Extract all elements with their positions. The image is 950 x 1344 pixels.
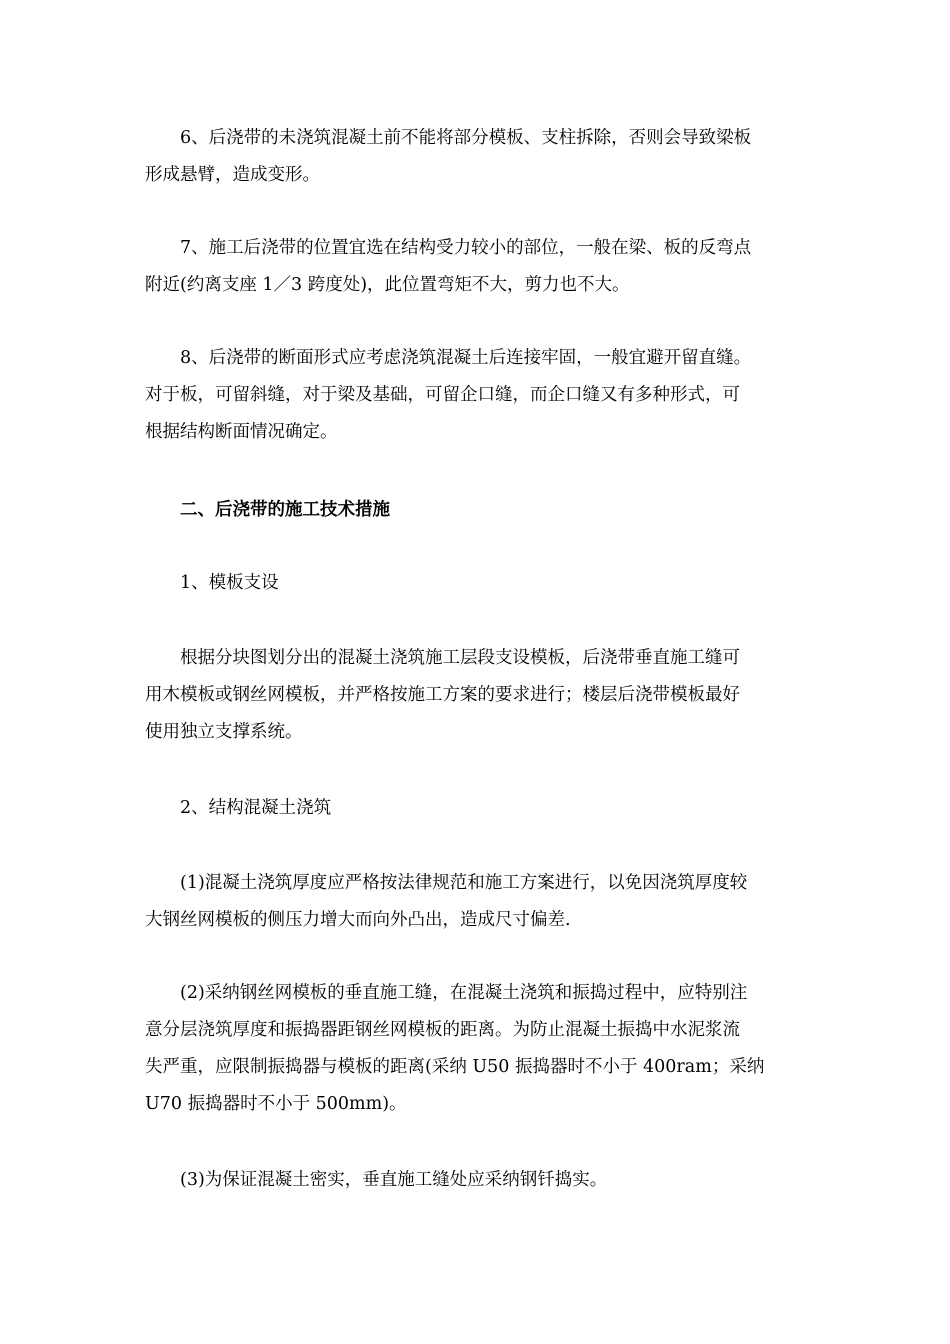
text-line: 根据分块图划分出的混凝土浇筑施工层段支设模板，后浇带垂直施工缝可 bbox=[180, 648, 740, 668]
text-line: 6、后浇带的未浇筑混凝土前不能将部分模板、支柱拆除，否则会导致梁板 bbox=[180, 128, 752, 148]
subsection-heading-text: 2、结构混凝土浇筑 bbox=[180, 798, 332, 818]
text-line: (3)为保证混凝土密实，垂直施工缝处应采纳钢钎捣实。 bbox=[180, 1170, 608, 1190]
text-line: 形成悬臂，造成变形。 bbox=[145, 165, 320, 185]
text-line: 大钢丝网模板的侧压力增大而向外凸出，造成尺寸偏差. bbox=[145, 910, 571, 930]
text-line: (1)混凝土浇筑厚度应严格按法律规范和施工方案进行，以免因浇筑厚度较 bbox=[180, 873, 748, 893]
text-line: 附近(约离支座 1／3 跨度处)，此位置弯矩不大，剪力也不大。 bbox=[145, 275, 630, 295]
text-line: 失严重，应限制振捣器与模板的距离(采纳 U50 振捣器时不小于 400ram；采纳 bbox=[145, 1057, 765, 1077]
subsection-heading-formwork bbox=[145, 565, 810, 602]
paragraph-item-7 bbox=[145, 230, 810, 304]
section-heading bbox=[145, 492, 810, 529]
paragraph-pouring-2 bbox=[145, 975, 810, 1123]
text-line: 意分层浇筑厚度和振捣器距钢丝网模板的距离。为防止混凝土振捣中水泥浆流 bbox=[145, 1020, 740, 1040]
paragraph-pouring-1 bbox=[145, 865, 810, 939]
paragraph-pouring-3 bbox=[145, 1162, 810, 1199]
subsection-heading-pouring bbox=[145, 790, 810, 827]
text-line: U70 振捣器时不小于 500mm)。 bbox=[145, 1094, 407, 1114]
text-line: 7、施工后浇带的位置宜选在结构受力较小的部位，一般在梁、板的反弯点 bbox=[180, 238, 752, 258]
text-line: 对于板，可留斜缝，对于梁及基础，可留企口缝，而企口缝又有多种形式，可 bbox=[145, 385, 740, 405]
text-line: 8、后浇带的断面形式应考虑浇筑混凝土后连接牢固，一般宜避开留直缝。 bbox=[180, 348, 752, 368]
paragraph-item-8 bbox=[145, 340, 810, 451]
paragraph-formwork bbox=[145, 640, 810, 751]
text-line: 根据结构断面情况确定。 bbox=[145, 422, 338, 442]
subsection-heading-text: 1、模板支设 bbox=[180, 573, 279, 593]
text-line: (2)采纳钢丝网模板的垂直施工缝，在混凝土浇筑和振捣过程中，应特别注 bbox=[180, 983, 748, 1003]
paragraph-item-6 bbox=[145, 120, 810, 194]
text-line: 使用独立支撑系统。 bbox=[145, 722, 303, 742]
text-line: 用木模板或钢丝网模板，并严格按施工方案的要求进行；楼层后浇带模板最好 bbox=[145, 685, 740, 705]
section-heading-text: 二、后浇带的施工技术措施 bbox=[180, 500, 390, 520]
